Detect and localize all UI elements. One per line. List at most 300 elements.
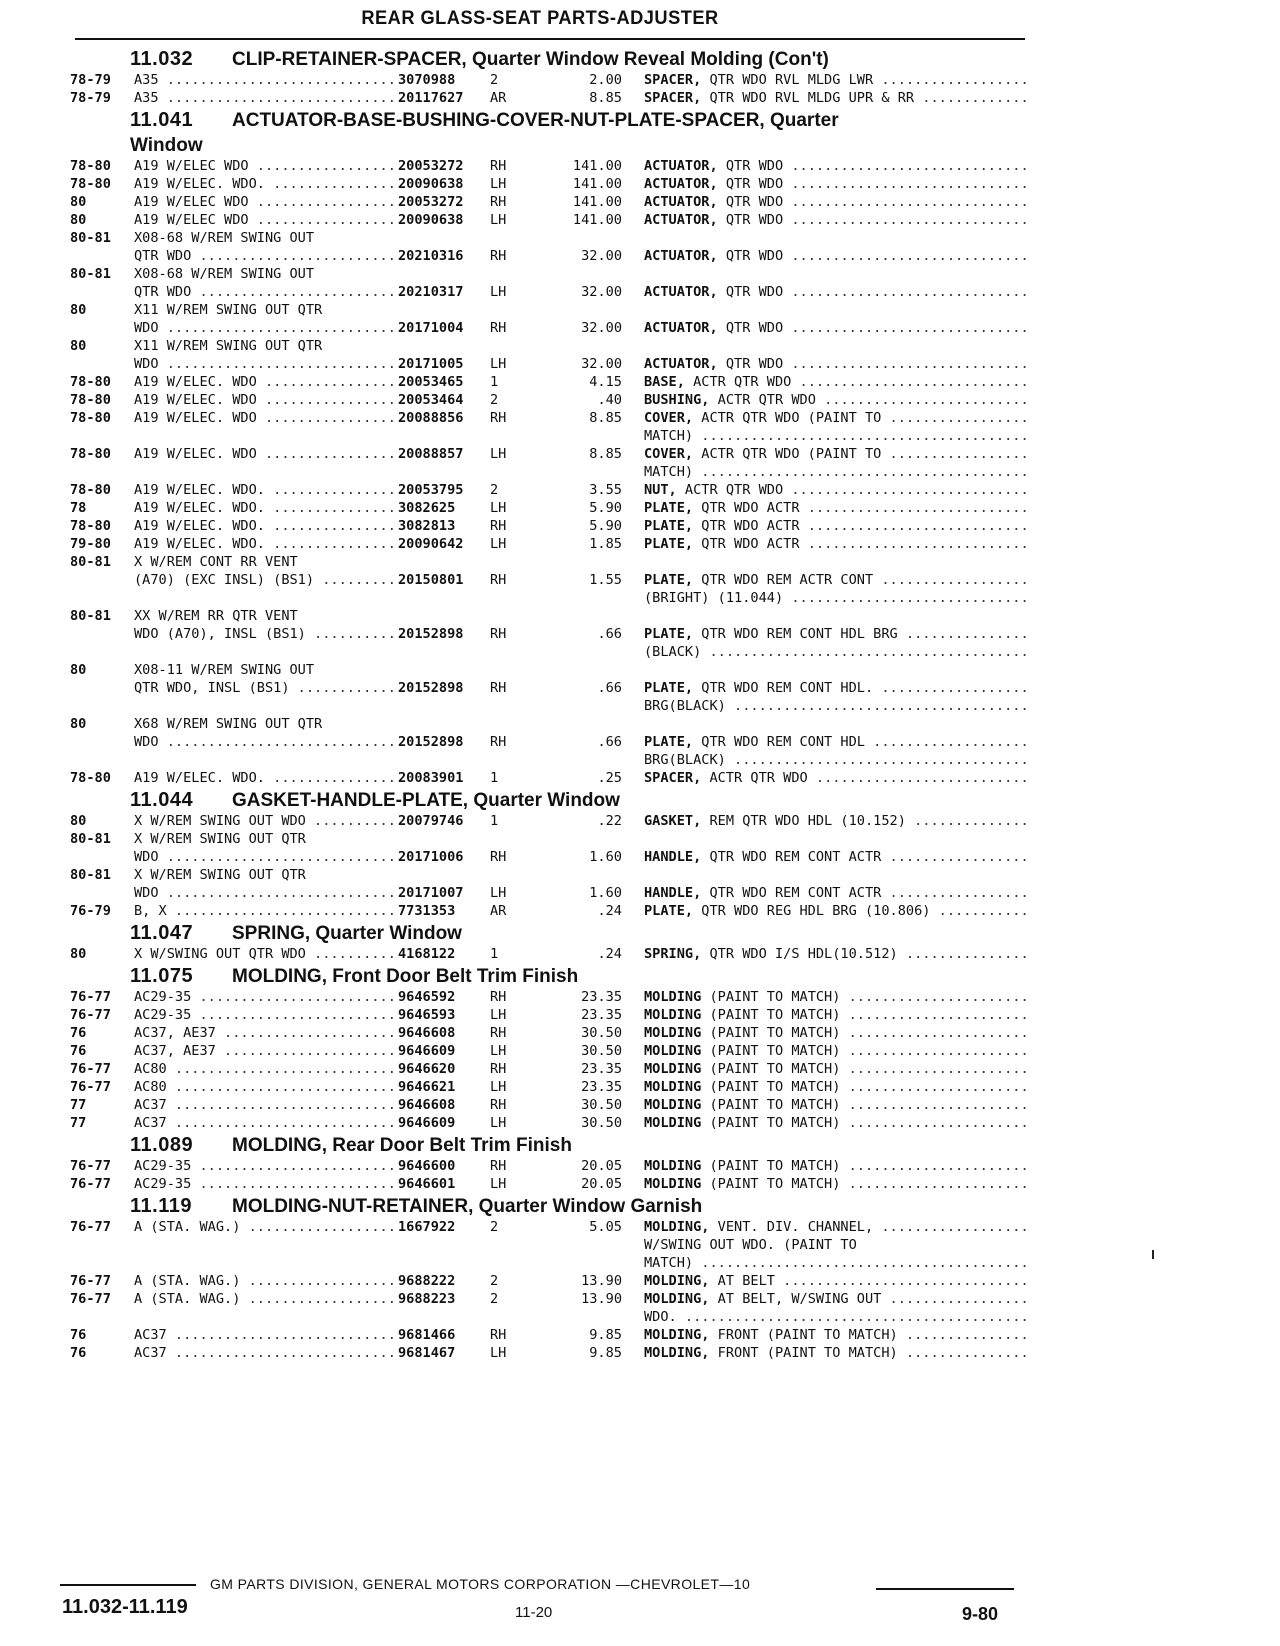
model-year: 80-81 xyxy=(70,266,111,282)
section-subtitle: Window xyxy=(130,135,203,156)
footer-page-number: 11-20 xyxy=(515,1604,553,1621)
quantity: RH xyxy=(490,626,507,642)
quantity: RH xyxy=(490,989,507,1005)
model-year: 79-80 xyxy=(70,536,111,552)
table-row xyxy=(70,409,1030,427)
part-description: COVER, ACTR QTR WDO (PAINT TO ..... xyxy=(644,409,1030,427)
model-application: B, X ..... xyxy=(134,902,398,920)
section-name: SPRING, Quarter Window xyxy=(232,923,462,944)
part-description: BUSHING, ACTR QTR WDO ..... xyxy=(644,391,1030,409)
quantity: LH xyxy=(490,1079,507,1095)
part-number: 9646608 xyxy=(398,1025,456,1041)
model-application xyxy=(134,751,398,769)
table-row xyxy=(70,481,1030,499)
part-description: (BLACK) ..... xyxy=(644,643,1030,661)
parts-listing xyxy=(70,46,1030,1362)
model-application: AC29-35 ..... xyxy=(134,988,398,1006)
model-year: 76-77 xyxy=(70,1219,111,1235)
part-description: SPACER, QTR WDO RVL MLDG LWR ..... xyxy=(644,71,1030,89)
table-row xyxy=(70,848,1030,866)
model-year: 80-81 xyxy=(70,554,111,570)
list-price xyxy=(534,643,644,661)
model-application: AC80 ..... xyxy=(134,1078,398,1096)
table-row xyxy=(70,445,1030,463)
model-year: 80 xyxy=(70,716,87,732)
part-description: SPACER, QTR WDO RVL MLDG UPR & RR ..... xyxy=(644,89,1030,107)
model-application: A19 W/ELEC. WDO ..... xyxy=(134,445,398,463)
model-year: 78 xyxy=(70,500,87,516)
model-application: A19 W/ELEC WDO ..... xyxy=(134,193,398,211)
model-year xyxy=(70,1254,134,1272)
list-price: .66 xyxy=(597,734,622,750)
table-row xyxy=(70,1042,1030,1060)
list-price: 32.00 xyxy=(581,284,622,300)
part-number: 4168122 xyxy=(398,946,456,962)
model-application xyxy=(134,589,398,607)
part-number: 9646600 xyxy=(398,1158,456,1174)
model-application: WDO (A70), INSL (BS1) ..... xyxy=(134,625,398,643)
model-application: X08-11 W/REM SWING OUT xyxy=(134,662,315,678)
list-price xyxy=(534,715,644,733)
table-row xyxy=(70,1272,1030,1290)
part-number: 20090638 xyxy=(398,212,464,228)
list-price: .24 xyxy=(597,946,622,962)
model-application: AC37 ..... xyxy=(134,1114,398,1132)
part-description xyxy=(644,866,1030,884)
model-year xyxy=(70,589,134,607)
part-number: 20117627 xyxy=(398,90,464,106)
model-application: WDO ..... xyxy=(134,733,398,751)
list-price: 23.35 xyxy=(581,1061,622,1077)
model-year xyxy=(70,697,134,715)
list-price xyxy=(534,589,644,607)
list-price: 141.00 xyxy=(572,176,622,192)
model-year: 78-79 xyxy=(70,72,111,88)
list-price: .24 xyxy=(597,903,622,919)
model-application: X W/REM CONT RR VENT xyxy=(134,554,298,570)
model-application: A35 ..... xyxy=(134,71,398,89)
part-description: MOLDING (PAINT TO MATCH) ..... xyxy=(644,1060,1030,1078)
model-application: A19 W/ELEC. WDO. ..... xyxy=(134,535,398,553)
table-row xyxy=(70,571,1030,589)
table-row xyxy=(70,337,1030,355)
quantity: LH xyxy=(490,1115,507,1131)
section-number: 11.044 xyxy=(130,789,194,811)
table-row xyxy=(70,427,1030,445)
model-application: (A70) (EXC INSL) (BS1) ..... xyxy=(134,571,398,589)
section-heading xyxy=(70,109,1030,132)
table-row xyxy=(70,902,1030,920)
table-row xyxy=(70,265,1030,283)
list-price: 20.05 xyxy=(581,1158,622,1174)
model-year xyxy=(70,427,134,445)
section-name: MOLDING, Front Door Belt Trim Finish xyxy=(232,966,579,987)
quantity: RH xyxy=(490,194,507,210)
list-price: 1.60 xyxy=(589,885,622,901)
list-price xyxy=(534,1308,644,1326)
quantity xyxy=(480,301,534,319)
section-heading-continued xyxy=(70,134,1030,157)
part-number: 3082813 xyxy=(398,518,456,534)
part-description xyxy=(644,229,1030,247)
part-number xyxy=(398,607,480,625)
part-description: PLATE, QTR WDO ACTR ..... xyxy=(644,535,1030,553)
part-description: BRG(BLACK) ..... xyxy=(644,697,1030,715)
table-row xyxy=(70,391,1030,409)
quantity: LH xyxy=(490,536,507,552)
list-price xyxy=(534,1236,644,1254)
table-row xyxy=(70,643,1030,661)
part-description: BASE, ACTR QTR WDO ..... xyxy=(644,373,1030,391)
part-number: 20053465 xyxy=(398,374,464,390)
table-row xyxy=(70,1308,1030,1326)
part-number: 20053272 xyxy=(398,194,464,210)
table-row xyxy=(70,1236,1030,1254)
model-year: 78-80 xyxy=(70,482,111,498)
quantity: RH xyxy=(490,248,507,264)
part-description: MOLDING (PAINT TO MATCH) ..... xyxy=(644,988,1030,1006)
table-row xyxy=(70,355,1030,373)
quantity xyxy=(480,337,534,355)
section-number: 11.075 xyxy=(130,965,194,987)
list-price xyxy=(534,1254,644,1272)
part-description: W/SWING OUT WDO. (PAINT TO xyxy=(644,1237,857,1253)
part-number xyxy=(398,265,480,283)
table-row xyxy=(70,1096,1030,1114)
table-row xyxy=(70,71,1030,89)
table-row xyxy=(70,812,1030,830)
model-application: AC29-35 ..... xyxy=(134,1157,398,1175)
model-application: X W/REM SWING OUT QTR xyxy=(134,831,306,847)
model-year: 80-81 xyxy=(70,608,111,624)
quantity xyxy=(480,697,534,715)
model-year xyxy=(70,643,134,661)
model-application: A19 W/ELEC. WDO. ..... xyxy=(134,481,398,499)
list-price xyxy=(534,607,644,625)
list-price xyxy=(534,830,644,848)
table-row xyxy=(70,830,1030,848)
quantity: LH xyxy=(490,1043,507,1059)
model-application: A19 W/ELEC. WDO. ..... xyxy=(134,499,398,517)
part-description: MOLDING, AT BELT ..... xyxy=(644,1272,1030,1290)
model-application: AC37 ..... xyxy=(134,1096,398,1114)
part-description: PLATE, QTR WDO REM CONT HDL BRG ..... xyxy=(644,625,1030,643)
table-row xyxy=(70,733,1030,751)
model-year xyxy=(70,1308,134,1326)
list-price: 30.50 xyxy=(581,1115,622,1131)
table-row xyxy=(70,751,1030,769)
table-row xyxy=(70,607,1030,625)
part-number xyxy=(398,553,480,571)
model-year: 78-80 xyxy=(70,518,111,534)
part-number xyxy=(398,427,480,445)
quantity xyxy=(480,1308,534,1326)
model-year: 80 xyxy=(70,302,87,318)
quantity: 1 xyxy=(490,813,499,829)
part-description xyxy=(644,337,1030,355)
model-year: 76 xyxy=(70,1025,87,1041)
model-application: A19 W/ELEC. WDO. ..... xyxy=(134,769,398,787)
model-application: X08-68 W/REM SWING OUT xyxy=(134,230,315,246)
model-year: 76-79 xyxy=(70,903,111,919)
part-number xyxy=(398,643,480,661)
model-year xyxy=(70,283,134,301)
part-number: 20083901 xyxy=(398,770,464,786)
part-description xyxy=(644,553,1030,571)
table-row xyxy=(70,1326,1030,1344)
model-application: AC80 ..... xyxy=(134,1060,398,1078)
model-application: A19 W/ELEC. WDO. ..... xyxy=(134,175,398,193)
part-number: 9646608 xyxy=(398,1097,456,1113)
list-price: 5.05 xyxy=(589,1219,622,1235)
list-price: 30.50 xyxy=(581,1025,622,1041)
quantity xyxy=(480,830,534,848)
part-description: MATCH) ..... xyxy=(644,1254,1030,1272)
part-description: MOLDING (PAINT TO MATCH) ..... xyxy=(644,1096,1030,1114)
model-year: 76-77 xyxy=(70,1061,111,1077)
quantity: AR xyxy=(490,90,507,106)
list-price xyxy=(534,427,644,445)
list-price: .22 xyxy=(597,813,622,829)
table-row xyxy=(70,1175,1030,1193)
model-year xyxy=(70,848,134,866)
section-number: 11.119 xyxy=(130,1195,192,1217)
model-year: 78-80 xyxy=(70,176,111,192)
model-application xyxy=(134,1236,398,1254)
part-description: MOLDING (PAINT TO MATCH) ..... xyxy=(644,1006,1030,1024)
part-description: MOLDING (PAINT TO MATCH) ..... xyxy=(644,1114,1030,1132)
part-description: PLATE, QTR WDO ACTR ..... xyxy=(644,499,1030,517)
list-price: 30.50 xyxy=(581,1097,622,1113)
section-number: 11.089 xyxy=(130,1134,194,1156)
section-number: 11.047 xyxy=(130,922,194,944)
part-number xyxy=(398,337,480,355)
model-year: 76-77 xyxy=(70,1176,111,1192)
model-application: X11 W/REM SWING OUT QTR xyxy=(134,338,323,354)
list-price xyxy=(534,265,644,283)
quantity: RH xyxy=(490,680,507,696)
quantity: 2 xyxy=(490,1219,499,1235)
model-year: 80-81 xyxy=(70,831,111,847)
model-year: 76 xyxy=(70,1345,87,1361)
table-row xyxy=(70,373,1030,391)
model-year xyxy=(70,247,134,265)
quantity xyxy=(480,643,534,661)
quantity: LH xyxy=(490,446,507,462)
part-number: 9646592 xyxy=(398,989,456,1005)
model-year: 78-80 xyxy=(70,158,111,174)
table-row xyxy=(70,211,1030,229)
footer-section-range: 11.032-11.119 xyxy=(62,1596,188,1618)
table-row xyxy=(70,661,1030,679)
table-row xyxy=(70,193,1030,211)
table-row xyxy=(70,175,1030,193)
list-price: .66 xyxy=(597,626,622,642)
footer-publisher: GM PARTS DIVISION, GENERAL MOTORS CORPORATION —CHEVROLET—10 xyxy=(210,1576,751,1592)
part-description: MOLDING, VENT. DIV. CHANNEL, ..... xyxy=(644,1218,1030,1236)
table-row xyxy=(70,1157,1030,1175)
quantity xyxy=(480,607,534,625)
model-year: 78-80 xyxy=(70,392,111,408)
quantity: LH xyxy=(490,1176,507,1192)
quantity xyxy=(480,1254,534,1272)
section-number: 11.041 xyxy=(130,109,194,131)
model-year: 80 xyxy=(70,212,87,228)
part-number: 9646593 xyxy=(398,1007,456,1023)
list-price: 3.55 xyxy=(589,482,622,498)
quantity xyxy=(480,265,534,283)
table-row xyxy=(70,988,1030,1006)
part-description: ACTUATOR, QTR WDO ..... xyxy=(644,175,1030,193)
model-year: 76-77 xyxy=(70,1158,111,1174)
part-number: 20152898 xyxy=(398,680,464,696)
part-number xyxy=(398,661,480,679)
part-description: MOLDING, FRONT (PAINT TO MATCH) ..... xyxy=(644,1326,1030,1344)
quantity: RH xyxy=(490,572,507,588)
list-price: 1.55 xyxy=(589,572,622,588)
model-year: 76 xyxy=(70,1327,87,1343)
part-number: 9646620 xyxy=(398,1061,456,1077)
quantity xyxy=(480,866,534,884)
model-application: A19 W/ELEC. WDO ..... xyxy=(134,373,398,391)
model-year xyxy=(70,1236,134,1254)
model-year xyxy=(70,884,134,902)
part-number: 3070988 xyxy=(398,72,456,88)
list-price xyxy=(534,463,644,481)
model-application: X11 W/REM SWING OUT QTR xyxy=(134,302,323,318)
part-number: 1667922 xyxy=(398,1219,456,1235)
quantity: LH xyxy=(490,212,507,228)
table-row xyxy=(70,283,1030,301)
list-price: 1.85 xyxy=(589,536,622,552)
part-description: MATCH) ..... xyxy=(644,463,1030,481)
part-description: GASKET, REM QTR WDO HDL (10.152) ..... xyxy=(644,812,1030,830)
table-row xyxy=(70,625,1030,643)
model-year xyxy=(70,733,134,751)
part-number xyxy=(398,1308,480,1326)
quantity: RH xyxy=(490,849,507,865)
table-row xyxy=(70,945,1030,963)
list-price xyxy=(534,337,644,355)
model-application: AC37 ..... xyxy=(134,1326,398,1344)
table-row xyxy=(70,1114,1030,1132)
list-price: .25 xyxy=(597,770,622,786)
quantity: LH xyxy=(490,1345,507,1361)
quantity xyxy=(480,715,534,733)
quantity: RH xyxy=(490,1327,507,1343)
list-price: 32.00 xyxy=(581,320,622,336)
part-description: COVER, ACTR QTR WDO (PAINT TO ..... xyxy=(644,445,1030,463)
quantity xyxy=(480,463,534,481)
table-row xyxy=(70,589,1030,607)
table-row xyxy=(70,1060,1030,1078)
model-year: 78-79 xyxy=(70,90,111,106)
part-number: 20152898 xyxy=(398,734,464,750)
quantity: RH xyxy=(490,320,507,336)
table-row xyxy=(70,157,1030,175)
quantity: RH xyxy=(490,1025,507,1041)
model-application xyxy=(134,1308,398,1326)
quantity: 2 xyxy=(490,1291,499,1307)
list-price: 141.00 xyxy=(572,212,622,228)
quantity: 2 xyxy=(490,72,499,88)
model-application: AC37 ..... xyxy=(134,1344,398,1362)
model-application: WDO ..... xyxy=(134,884,398,902)
model-application: A (STA. WAG.) ..... xyxy=(134,1272,398,1290)
part-description: ACTUATOR, QTR WDO ..... xyxy=(644,319,1030,337)
model-year: 78-80 xyxy=(70,770,111,786)
model-application: XX W/REM RR QTR VENT xyxy=(134,608,298,624)
model-year: 80 xyxy=(70,662,87,678)
part-description xyxy=(644,661,1030,679)
part-description xyxy=(644,301,1030,319)
table-row xyxy=(70,553,1030,571)
part-number: 9646609 xyxy=(398,1043,456,1059)
quantity: RH xyxy=(490,1158,507,1174)
model-application: QTR WDO ..... xyxy=(134,283,398,301)
part-description: WDO. ..... xyxy=(644,1308,1030,1326)
footer-rule-left xyxy=(60,1584,196,1586)
model-application: QTR WDO ..... xyxy=(134,247,398,265)
part-number: 20079746 xyxy=(398,813,464,829)
section-heading xyxy=(70,48,1030,71)
quantity: 2 xyxy=(490,482,499,498)
list-price: 30.50 xyxy=(581,1043,622,1059)
model-year: 76 xyxy=(70,1043,87,1059)
part-description: ACTUATOR, QTR WDO ..... xyxy=(644,211,1030,229)
list-price: 23.35 xyxy=(581,1007,622,1023)
model-year: 76-77 xyxy=(70,1079,111,1095)
part-number: 3082625 xyxy=(398,500,456,516)
table-row xyxy=(70,301,1030,319)
part-number xyxy=(398,1236,480,1254)
table-row xyxy=(70,517,1030,535)
quantity: LH xyxy=(490,176,507,192)
quantity xyxy=(480,553,534,571)
model-year: 80-81 xyxy=(70,230,111,246)
list-price: 2.00 xyxy=(589,72,622,88)
section-heading xyxy=(70,965,1030,988)
part-number xyxy=(398,715,480,733)
table-row xyxy=(70,319,1030,337)
quantity: 2 xyxy=(490,392,499,408)
model-application: A (STA. WAG.) ..... xyxy=(134,1218,398,1236)
part-number: 20171006 xyxy=(398,849,464,865)
section-heading xyxy=(70,1195,1030,1218)
model-application: AC29-35 ..... xyxy=(134,1175,398,1193)
part-number: 20210316 xyxy=(398,248,464,264)
list-price: 141.00 xyxy=(572,158,622,174)
model-application: AC37, AE37 ..... xyxy=(134,1042,398,1060)
list-price: 32.00 xyxy=(581,356,622,372)
quantity: RH xyxy=(490,1061,507,1077)
table-row xyxy=(70,1290,1030,1308)
model-application: A19 W/ELEC. WDO ..... xyxy=(134,409,398,427)
part-number: 7731353 xyxy=(398,903,456,919)
model-application: X W/SWING OUT QTR WDO ..... xyxy=(134,945,398,963)
part-description: PLATE, QTR WDO REG HDL BRG (10.806) ..... xyxy=(644,902,1030,920)
model-application: X68 W/REM SWING OUT QTR xyxy=(134,716,323,732)
list-price: .40 xyxy=(597,392,622,408)
part-description: PLATE, QTR WDO REM CONT HDL ..... xyxy=(644,733,1030,751)
model-application: A19 W/ELEC. WDO ..... xyxy=(134,391,398,409)
quantity: 2 xyxy=(490,1273,499,1289)
quantity: LH xyxy=(490,356,507,372)
part-description: ACTUATOR, QTR WDO ..... xyxy=(644,247,1030,265)
model-year: 76-77 xyxy=(70,1273,111,1289)
part-description: MOLDING, FRONT (PAINT TO MATCH) ..... xyxy=(644,1344,1030,1362)
section-name: ACTUATOR-BASE-BUSHING-COVER-NUT-PLATE-SPACER, Quarter xyxy=(232,110,839,131)
